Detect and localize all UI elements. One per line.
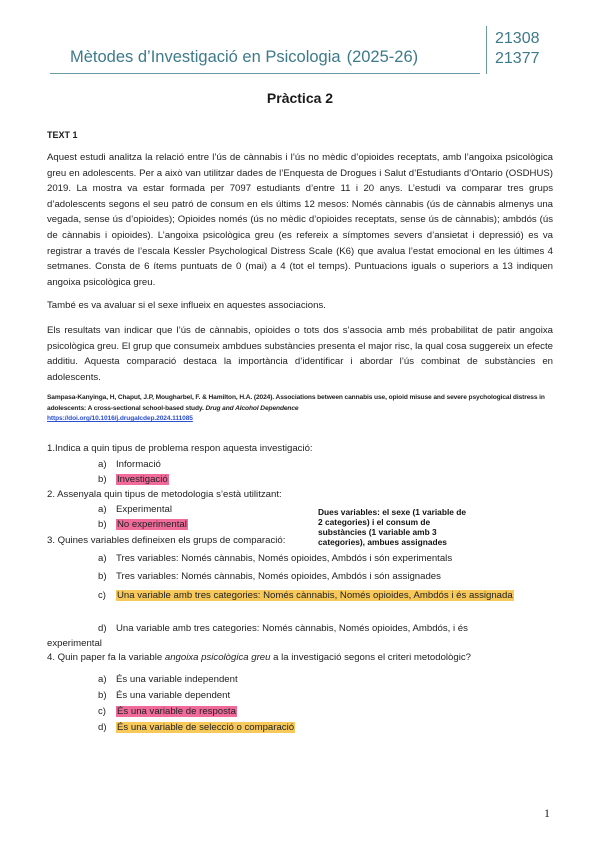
option-label: a) (98, 674, 107, 685)
reference-doi-link[interactable]: https://doi.org/10.1016/j.drugalcdep.2024.111085 (47, 415, 193, 422)
course-code-2: 21377 (495, 50, 540, 67)
course-title-text: Mètodes d’Investigació en Psicologia (70, 48, 341, 66)
option-text: Experimental (116, 504, 172, 515)
paragraph-2: També es va avaluar si el sexe influeix en aquestes associacions. (47, 300, 326, 311)
section-label: TEXT 1 (47, 130, 78, 140)
q4-option-a (98, 674, 238, 685)
option-label: d) (98, 722, 107, 733)
option-label: d) (98, 623, 107, 634)
option-text: No experimental (117, 519, 187, 530)
margin-note: Dues variables: el sexe (1 variable de 2 categories) i el consum de substàncies (1 variable amb 3 categories), ambues assignades (318, 507, 467, 547)
header-divider (486, 26, 487, 74)
course-year: (2025-26) (346, 48, 419, 66)
q4-option-d (98, 722, 295, 733)
option-label: a) (98, 553, 107, 564)
option-label: b) (98, 519, 107, 530)
option-text: Investigació (117, 474, 168, 485)
option-text: Informació (116, 459, 161, 470)
option-label: a) (98, 459, 107, 470)
q1-option-b (98, 474, 169, 485)
paragraph-3: Els resultats van indicar que l’ús de cànnabis, opioides o tots dos s’associa amb més probabilitat de patir angoixa psicològica greu. El grup que consumeix ambdues substàncies presenta el major risc, la qual cosa suggereix un efecte additiu. Aquesta comparació destaca la importància d’identificar i abordar l’ús combinat de substàncies en adolescents. (47, 325, 553, 383)
q3-option-b (98, 571, 441, 582)
reference-journal: Drug and Alcohol Dependence (205, 404, 299, 412)
question-4-variable: angoixa psicològica greu (164, 652, 271, 663)
option-label: b) (98, 571, 107, 582)
question-4 (47, 652, 471, 663)
q2-option-b (98, 519, 188, 530)
option-text: És una variable de resposta (117, 706, 236, 717)
question-2: 2. Assenyala quin tipus de metodologia s’està utilitzant: (47, 489, 282, 500)
q3-option-c (47, 588, 517, 603)
q1-option-a (98, 459, 161, 470)
course-title (70, 48, 418, 67)
option-text: Una variable amb tres categories: Només cànnabis, Només opioides, Ambdós i és assignada (117, 590, 513, 601)
page-number: 1 (544, 806, 550, 820)
q4-option-b (98, 690, 230, 701)
reference-authors: Sampasa-Kanyinga, H, Chaput, J.P, Mougharbel, F. & Hamilton, H.A. (2024). Associations between cannabis use, opioid misuse and severe psychological distress in adolescents: A cross-sectional school-based study. (47, 394, 545, 412)
option-text: Una variable amb tres categories: Només cànnabis, Només opioides, Ambdós, i és experimental (47, 623, 468, 649)
question-4-text-end: a la investigació segons el criteri metodològic? (270, 652, 471, 663)
option-label: a) (98, 504, 107, 515)
q2-option-a (98, 504, 172, 515)
option-text: És una variable de selecció o comparació (117, 722, 295, 733)
q3-option-a (98, 553, 452, 564)
q4-option-c (98, 706, 237, 717)
q3-option-d (47, 621, 522, 651)
question-1: 1.Indica a quin tipus de problema respon aquesta investigació: (47, 443, 313, 454)
option-label: c) (98, 590, 106, 601)
option-text: Tres variables: Només cànnabis, Només opioides, Ambdós i són assignades (116, 571, 441, 582)
paragraph-1: Aquest estudi analitza la relació entre l’ús de cànnabis i l’ús no mèdic d’opioides receptats, amb l’angoixa psicològica greu en adolescents. Per a això van utilitzar dades de l’Enquesta de Drogues i Salut d’Estudiants d’Ontario (OSDHUS) 2019. La mostra va estar formada per 7097 estudiants d’entre 11 i 20 anys. L’estudi va comparar tres grups d’adolescents segons el seu patró de consum en els últims 12 mesos: Només cànnabis (ús de cànnabis almenys una vegada, sense ús d’opioides); Opioides només (ús no mèdic d’opioides receptats, sense ús de cànnabis); ambdós (ús de cànnabis i opioides). L’angoixa psicològica greu (es refereix a símptomes severs d’ansietat i depressió) es va registrar a través de l’escala Kessler Psychological Distress Scale (K6) que avalua l’estat emocional en les últimes 4 setmanes. Consta de 6 ítems puntuats de 0 (mai) a 4 (tot el temps). Puntuacions iguals o superiors a 13 indiquen angoixa psicològica greu. (47, 152, 553, 288)
option-text: És una variable independent (116, 674, 238, 685)
option-text: Tres variables: Només cànnabis, Només opioides, Ambdós i són experimentals (116, 553, 453, 564)
page-title: Pràctica 2 (266, 90, 334, 106)
option-label: b) (98, 690, 107, 701)
course-code-1: 21308 (495, 30, 540, 47)
option-text: És una variable dependent (116, 690, 231, 701)
option-label: b) (98, 474, 107, 485)
reference (47, 393, 557, 425)
option-label: c) (98, 706, 106, 717)
header-rule (50, 73, 480, 74)
question-3: 3. Quines variables defineixen els grups de comparació: (47, 535, 286, 546)
question-4-text-start: 4. Quin paper fa la variable (47, 652, 165, 663)
